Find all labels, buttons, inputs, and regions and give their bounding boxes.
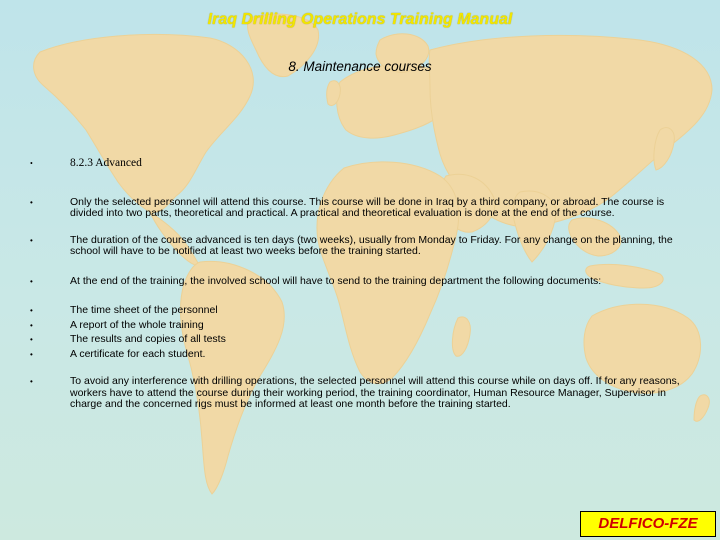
bullet-icon: •: [30, 235, 33, 245]
list-item-text: The time sheet of the personnel: [70, 304, 218, 316]
list-item-text: A certificate for each student.: [70, 347, 206, 360]
bullet-icon: •: [30, 349, 33, 359]
slide-title: Iraq Drilling Operations Training Manual: [207, 11, 513, 28]
list-item: [26, 320, 686, 332]
list-item-text: A report of the whole training: [70, 318, 204, 331]
bullet-icon: •: [30, 197, 33, 207]
list-item: [26, 158, 686, 170]
list-item: [26, 376, 686, 411]
slide-subtitle: 8. Maintenance courses: [288, 59, 432, 74]
list-item-text: To avoid any interference with drilling operations, the selected personnel will attend this course while on days off. If for any reasons, workers have to attend the course during their working period, the training coordinator, Human Resource Manager, Supervisor in charge and the concerned rigs must be informed at least one month before the training started.: [70, 375, 680, 410]
list-item: [26, 276, 686, 288]
list-item-text: The duration of the course advanced is ten days (two weeks), usually from Monday to Friday. For any change on the planning, the school will have to be notified at least two weeks before the training started.: [70, 233, 673, 257]
bullet-list: [26, 155, 686, 411]
list-item-text: 8.2.3 Advanced: [70, 157, 142, 169]
bullet-icon: •: [30, 377, 33, 386]
list-item-text: The results and copies of all tests: [70, 333, 226, 345]
list-item-text: Only the selected personnel will attend this course. This course will be done in Iraq by a third company, or abroad. The course is divided into two parts, theoretical and practical. A practical and theoretical evaluation is done at the end of the course.: [70, 195, 665, 219]
list-item: [26, 197, 686, 220]
company-logo: DELFICO-FZE: [580, 511, 716, 537]
bullet-icon: •: [30, 306, 33, 315]
list-item: [26, 305, 686, 317]
list-item: [26, 349, 686, 361]
bullet-icon: •: [30, 159, 33, 168]
list-item-text: At the end of the training, the involved school will have to send to the training department the following documents:: [70, 274, 602, 287]
bullet-icon: •: [30, 335, 33, 344]
list-item: [26, 235, 686, 258]
bullet-icon: •: [30, 276, 33, 286]
new-zealand-shape: [694, 395, 709, 422]
list-item: [26, 334, 686, 346]
bullet-icon: •: [30, 320, 33, 330]
